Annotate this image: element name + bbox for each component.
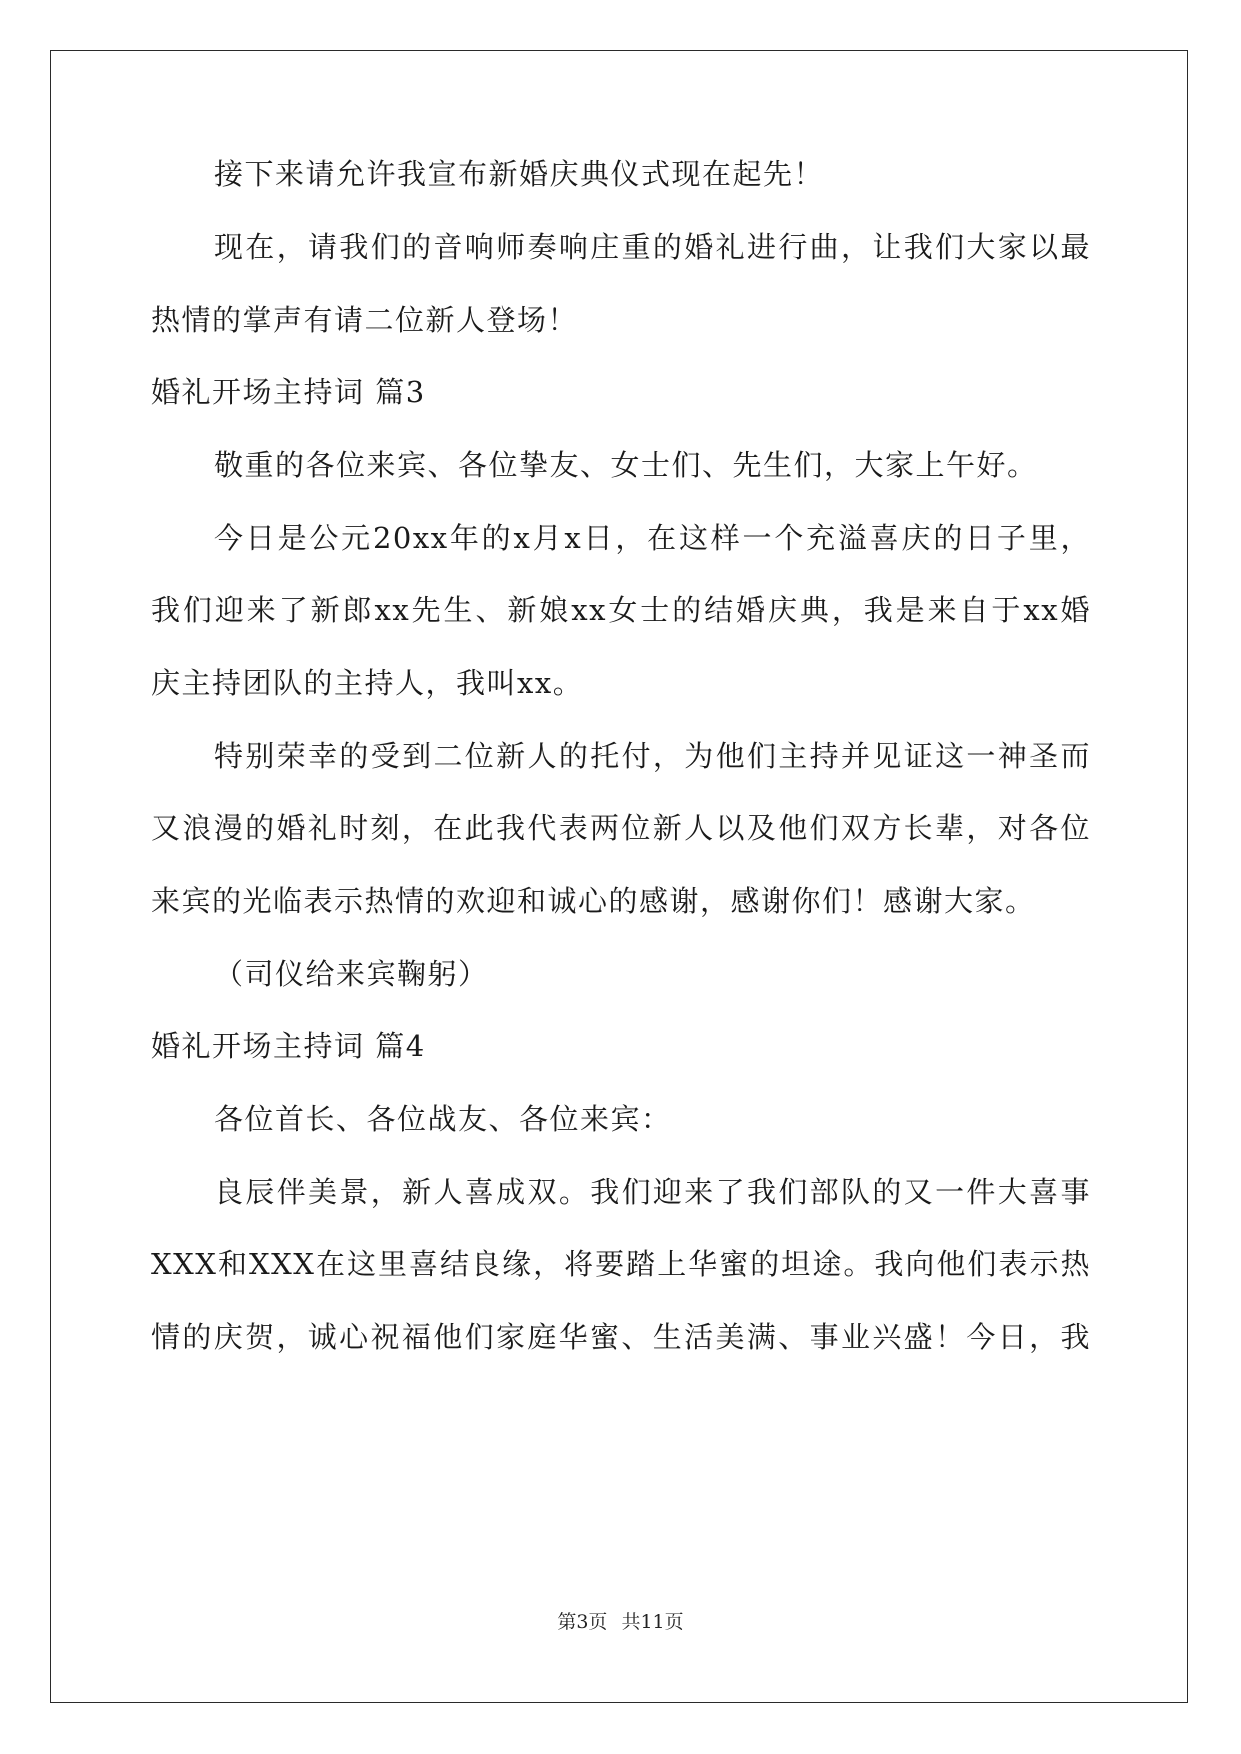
paragraph-line: 来宾的光临表示热情的欢迎和诚心的感谢，感谢你们！感谢大家。 [151, 884, 1036, 918]
page-number: 第3页 [557, 1611, 608, 1633]
paragraph-line: 庆主持团队的主持人，我叫xx。 [151, 666, 584, 700]
paragraph-line: 热情的掌声有请二位新人登场！ [151, 303, 579, 337]
paragraph-line: 各位首长、各位战友、各位来宾： [214, 1102, 672, 1136]
page-border [50, 50, 1188, 1703]
paragraph-line: 接下来请允许我宣布新婚庆典仪式现在起先！ [214, 157, 825, 191]
paragraph-line: 良辰伴美景，新人喜成双。我们迎来了我们部队的又一件大喜事 [214, 1175, 1091, 1209]
paragraph-line: 今日是公元20xx年的x月x日，在这样一个充溢喜庆的日子里， [214, 521, 1091, 555]
paragraph-line: 特别荣幸的受到二位新人的托付，为他们主持并见证这一神圣而 [214, 739, 1091, 773]
paragraph-line: 又浪漫的婚礼时刻，在此我代表两位新人以及他们双方长辈，对各位 [151, 811, 1091, 845]
section-heading: 婚礼开场主持词 篇3 [151, 375, 426, 409]
paragraph-line: 敬重的各位来宾、各位挚友、女士们、先生们，大家上午好。 [214, 448, 1038, 482]
paragraph-line: 情的庆贺，诚心祝福他们家庭华蜜、生活美满、事业兴盛！今日，我 [151, 1320, 1091, 1354]
paragraph-line: XXX和XXX在这里喜结良缘，将要踏上华蜜的坦途。我向他们表示热 [151, 1247, 1091, 1281]
section-heading: 婚礼开场主持词 篇4 [151, 1029, 426, 1063]
paragraph-line: 现在，请我们的音响师奏响庄重的婚礼进行曲，让我们大家以最 [214, 230, 1091, 264]
page-footer [0, 1610, 1241, 1634]
paragraph-line: （司仪给来宾鞠躬） [214, 957, 489, 991]
total-pages: 共11页 [621, 1611, 684, 1633]
paragraph-line: 我们迎来了新郎xx先生、新娘xx女士的结婚庆典，我是来自于xx婚 [151, 593, 1091, 627]
